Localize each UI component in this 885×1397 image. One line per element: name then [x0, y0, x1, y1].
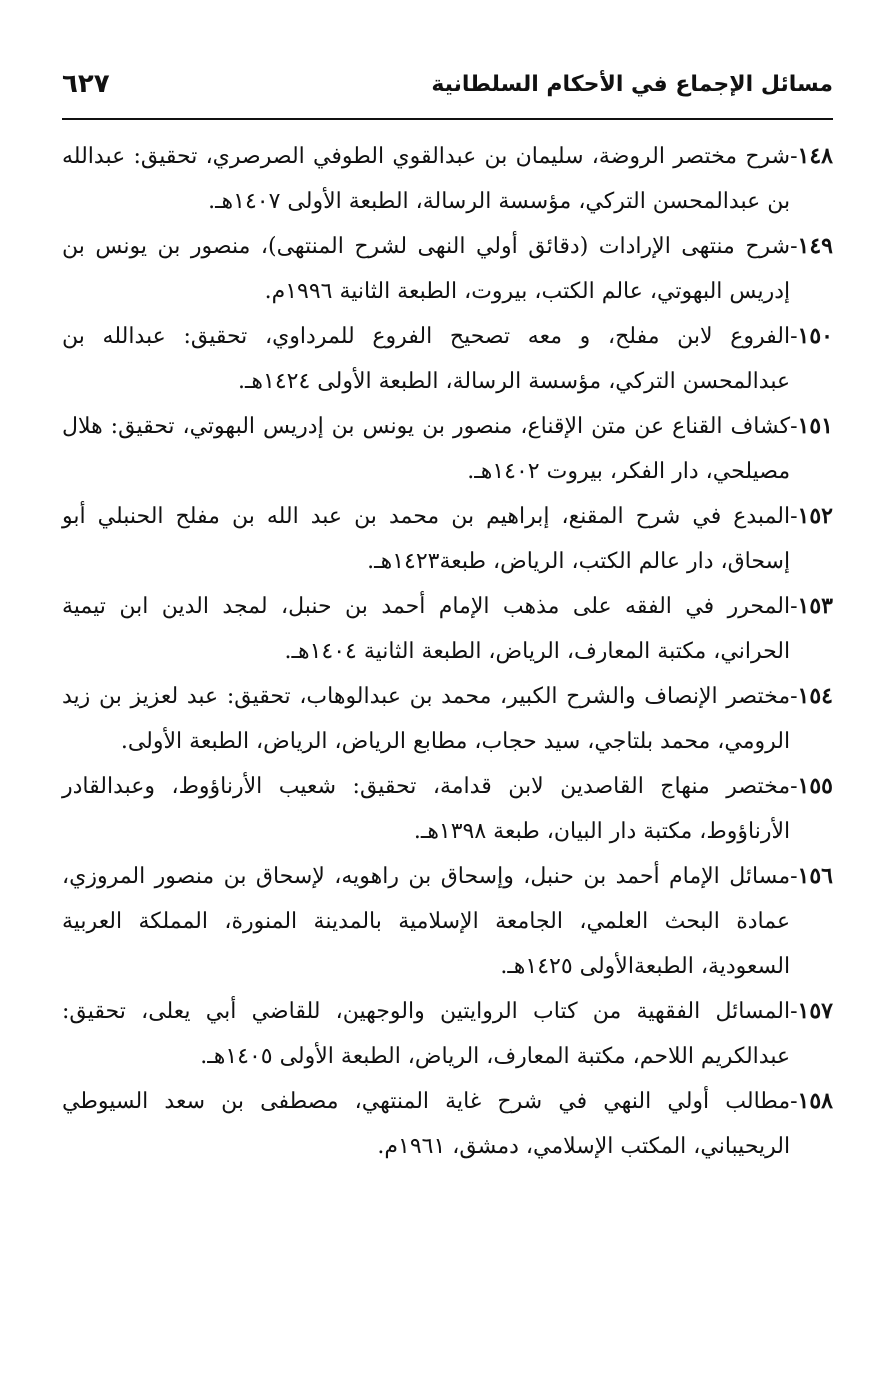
- bibliography-entry-152: ١٥٢ - المبدع في شرح المقنع، إبراهيم بن محمد بن عبد الله بن مفلح الحنبلي أبو إسحاق، دار عالم الكتب، الرياض، طبعة١٤٢٣هـ.: [62, 494, 833, 584]
- entry-number: ١٥٣: [797, 593, 833, 619]
- bibliography-entry-153: ١٥٣ - المحرر في الفقه على مذهب الإمام أحمد بن حنبل، لمجد الدين ابن تيمية الحراني، مكتبة المعارف، الرياض، الطبعة الثانية ١٤٠٤هـ.: [62, 584, 833, 674]
- entry-text: المسائل الفقهية من كتاب الروايتين والوجهين، للقاضي أبي يعلى، تحقيق: عبدالكريم اللاحم، مكتبة المعارف، الرياض، الطبعة الأولى ١٤٠٥هـ.: [62, 999, 791, 1069]
- entry-text: مختصر الإنصاف والشرح الكبير، محمد بن عبدالوهاب، تحقيق: عبد لعزيز بن زيد الرومي، محمد بلتاجي، سيد حجاب، مطابع الرياض، الرياض، الطبعة الأولى.: [62, 684, 791, 754]
- entry-number: ١٥٥: [797, 773, 833, 799]
- bibliography-entry-157: ١٥٧ - المسائل الفقهية من كتاب الروايتين والوجهين، للقاضي أبي يعلى، تحقيق: عبدالكريم اللاحم، مكتبة المعارف، الرياض، الطبعة الأولى ١٤٠٥هـ.: [62, 989, 833, 1079]
- bibliography-entry-158: ١٥٨ - مطالب أولي النهي في شرح غاية المنتهي، مصطفى بن سعد السيوطي الريحيباني، المكتب الإسلامي، دمشق، ١٩٦١م.: [62, 1079, 833, 1169]
- bibliography-entry-155: ١٥٥ - مختصر منهاج القاصدين لابن قدامة، تحقيق: شعيب الأرناؤوط، وعبدالقادر الأرناؤوط، مكتبة دار البيان، طبعة ١٣٩٨هـ.: [62, 764, 833, 854]
- header-divider: [62, 118, 833, 120]
- entry-number: ١٥٠: [797, 323, 833, 349]
- entry-number: ١٥٢: [797, 503, 833, 529]
- entry-number: ١٥٨: [797, 1088, 833, 1114]
- entry-number: ١٥٦: [797, 863, 833, 889]
- bibliography-entry-148: ١٤٨ - شرح مختصر الروضة، سليمان بن عبدالقوي الطوفي الصرصري، تحقيق: عبدالله بن عبدالمحسن التركي، مؤسسة الرسالة، الطبعة الأولى ١٤٠٧هـ.: [62, 134, 833, 224]
- bibliography-entry-151: ١٥١ - كشاف القناع عن متن الإقناع، منصور بن يونس بن إدريس البهوتي، تحقيق: هلال مصيلحي، دار الفكر، بيروت ١٤٠٢هـ.: [62, 404, 833, 494]
- entry-number: ١٥٧: [797, 998, 833, 1024]
- entry-text: مطالب أولي النهي في شرح غاية المنتهي، مصطفى بن سعد السيوطي الريحيباني، المكتب الإسلامي، دمشق، ١٩٦١م.: [62, 1089, 791, 1159]
- entry-text: الفروع لابن مفلح، و معه تصحيح الفروع للمرداوي، تحقيق: عبدالله بن عبدالمحسن التركي، مؤسسة الرسالة، الطبعة الأولى ١٤٢٤هـ.: [62, 324, 791, 394]
- entry-text: شرح مختصر الروضة، سليمان بن عبدالقوي الطوفي الصرصري، تحقيق: عبدالله بن عبدالمحسن التركي، مؤسسة الرسالة، الطبعة الأولى ١٤٠٧هـ.: [62, 144, 791, 214]
- bibliography-entry-149: ١٤٩ - شرح منتهى الإرادات (دقائق أولي النهى لشرح المنتهى)، منصور بن يونس بن إدريس البهوتي، عالم الكتب، بيروت، الطبعة الثانية ١٩٩٦م.: [62, 224, 833, 314]
- entry-number: ١٤٨: [797, 143, 833, 169]
- bibliography-list: [62, 134, 833, 1169]
- running-header-title: مسائل الإجماع في الأحكام السلطانية: [431, 71, 833, 97]
- entry-text: كشاف القناع عن متن الإقناع، منصور بن يونس بن إدريس البهوتي، تحقيق: هلال مصيلحي، دار الفكر، بيروت ١٤٠٢هـ.: [62, 414, 791, 484]
- running-header: [62, 62, 833, 106]
- entry-text: المبدع في شرح المقنع، إبراهيم بن محمد بن عبد الله بن مفلح الحنبلي أبو إسحاق، دار عالم الكتب، الرياض، طبعة١٤٢٣هـ.: [62, 504, 791, 574]
- bibliography-entry-154: ١٥٤ - مختصر الإنصاف والشرح الكبير، محمد بن عبدالوهاب، تحقيق: عبد لعزيز بن زيد الرومي، محمد بلتاجي، سيد حجاب، مطابع الرياض، الرياض، الطبعة الأولى.: [62, 674, 833, 764]
- entry-number: ١٥٤: [797, 683, 833, 709]
- entry-text: شرح منتهى الإرادات (دقائق أولي النهى لشرح المنتهى)، منصور بن يونس بن إدريس البهوتي، عالم الكتب، بيروت، الطبعة الثانية ١٩٩٦م.: [62, 234, 791, 304]
- entry-text: المحرر في الفقه على مذهب الإمام أحمد بن حنبل، لمجد الدين ابن تيمية الحراني، مكتبة المعارف، الرياض، الطبعة الثانية ١٤٠٤هـ.: [62, 594, 791, 664]
- entry-text: مختصر منهاج القاصدين لابن قدامة، تحقيق: شعيب الأرناؤوط، وعبدالقادر الأرناؤوط، مكتبة دار البيان، طبعة ١٣٩٨هـ.: [62, 774, 791, 844]
- entry-number: ١٥١: [797, 413, 833, 439]
- page-number: ٦٢٧: [62, 69, 110, 99]
- bibliography-entry-150: ١٥٠ - الفروع لابن مفلح، و معه تصحيح الفروع للمرداوي، تحقيق: عبدالله بن عبدالمحسن التركي، مؤسسة الرسالة، الطبعة الأولى ١٤٢٤هـ.: [62, 314, 833, 404]
- entry-number: ١٤٩: [797, 233, 833, 259]
- entry-text: مسائل الإمام أحمد بن حنبل، وإسحاق بن راهويه، لإسحاق بن منصور المروزي، عمادة البحث العلمي، الجامعة الإسلامية بالمدينة المنورة، المملكة العربية السعودية، الطبعةالأولى ١٤٢٥هـ.: [62, 864, 791, 979]
- bibliography-entry-156: ١٥٦ - مسائل الإمام أحمد بن حنبل، وإسحاق بن راهويه، لإسحاق بن منصور المروزي، عمادة البحث العلمي، الجامعة الإسلامية بالمدينة المنورة، المملكة العربية السعودية، الطبعةالأولى ١٤٢٥هـ.: [62, 854, 833, 989]
